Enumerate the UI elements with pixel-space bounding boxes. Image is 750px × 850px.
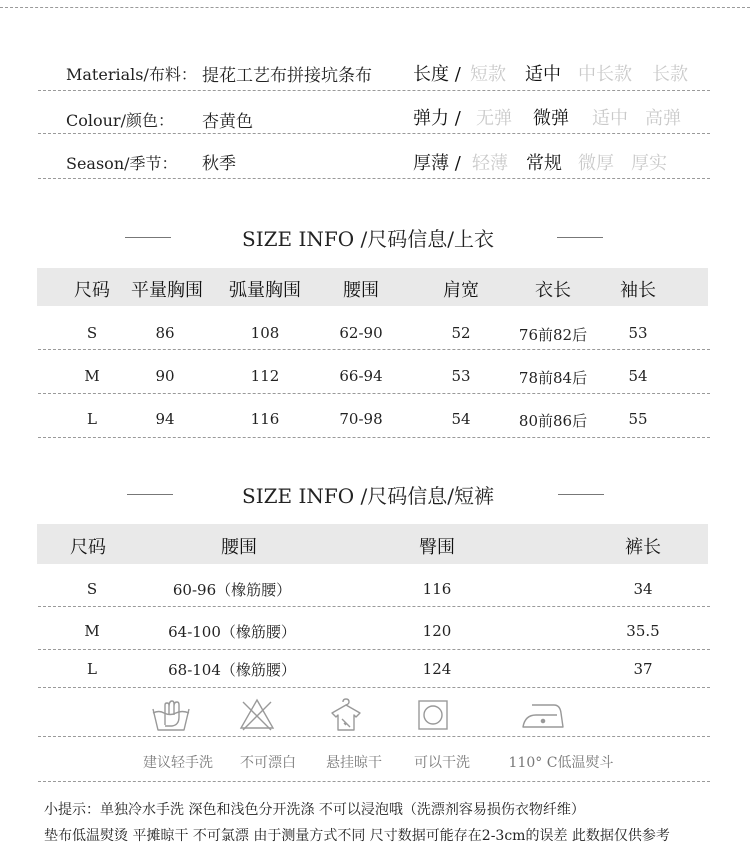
hang-dry-icon <box>326 697 366 733</box>
season-value: 秋季 <box>202 154 236 174</box>
divider <box>38 178 710 179</box>
row-divider <box>38 437 710 438</box>
cell: 94 <box>155 410 175 428</box>
cell: 124 <box>422 660 452 678</box>
top-header-sleeve: 袖长 <box>620 280 656 301</box>
care-label-hand-wash: 建议轻手洗 <box>143 755 213 771</box>
heading-rule-right <box>557 237 603 238</box>
top-divider <box>0 7 750 8</box>
thickness-option-selected: 常规 <box>526 153 562 174</box>
cell: S <box>86 580 98 598</box>
shorts-header-waist: 腰围 <box>221 537 257 558</box>
elasticity-option: 适中 <box>592 108 628 129</box>
cell: M <box>84 367 100 385</box>
cell: 116 <box>250 410 280 428</box>
heading-rule-left <box>127 494 173 495</box>
heading-rule-left <box>125 237 171 238</box>
elasticity-option: 无弹 <box>476 108 512 129</box>
cell: 80前86后 <box>518 412 588 430</box>
cell: 60-96（橡筋腰） <box>172 581 292 599</box>
divider <box>38 90 710 91</box>
row-divider <box>38 606 710 607</box>
cell: 116 <box>422 580 452 598</box>
cell: 64-100（橡筋腰） <box>168 623 296 641</box>
shorts-header-size: 尺码 <box>70 537 106 558</box>
cell: 70-98 <box>339 410 383 428</box>
cell: 34 <box>633 580 653 598</box>
shorts-size-heading: SIZE INFO /尺码信息/短裤 <box>242 484 494 508</box>
cell: 53 <box>451 367 471 385</box>
season-label: Season/季节： <box>66 154 178 173</box>
shorts-header-hip: 臀围 <box>419 537 455 558</box>
cell: 78前84后 <box>518 369 588 387</box>
length-option-selected: 适中 <box>525 64 561 85</box>
elasticity-option-selected: 微弹 <box>533 108 569 129</box>
care-label-iron-low: 110° C低温熨斗 <box>508 755 614 771</box>
divider <box>38 133 710 134</box>
row-divider <box>38 687 710 688</box>
top-header-arc-chest: 弧量胸围 <box>229 280 301 301</box>
care-label-dry-clean: 可以干洗 <box>414 755 470 771</box>
cell: 54 <box>451 410 471 428</box>
top-header-size: 尺码 <box>74 280 110 301</box>
hand-wash-icon <box>150 697 192 733</box>
thickness-option: 轻薄 <box>472 153 508 174</box>
tips-line-2: 垫布低温熨烫 平摊晾干 不可氯漂 由于测量方式不同 尺寸数据可能存在2-3cm的误差 此数据仅供参考 <box>44 828 670 844</box>
care-divider <box>38 736 710 737</box>
no-bleach-icon <box>238 697 276 731</box>
cell: L <box>87 410 97 428</box>
thickness-scale-title: 厚薄 / <box>413 153 461 174</box>
cell: 37 <box>633 660 653 678</box>
materials-value: 提花工艺布拼接坑条布 <box>202 66 372 86</box>
top-header-shoulder: 肩宽 <box>443 280 479 301</box>
cell: S <box>86 324 98 342</box>
heading-rule-right <box>558 494 604 495</box>
cell: 53 <box>628 324 648 342</box>
cell: 62-90 <box>339 324 383 342</box>
colour-value: 杏黄色 <box>202 112 253 132</box>
shorts-header-length: 裤长 <box>625 537 661 558</box>
cell: 112 <box>250 367 280 385</box>
cell: 90 <box>155 367 175 385</box>
cell: 68-104（橡筋腰） <box>168 661 296 679</box>
length-scale-title: 长度 / <box>413 64 461 85</box>
elasticity-option: 高弹 <box>645 108 681 129</box>
length-option: 长款 <box>652 64 688 85</box>
thickness-option: 微厚 <box>578 153 614 174</box>
elasticity-scale-title: 弹力 / <box>413 108 461 129</box>
shorts-size-header-row <box>37 524 708 564</box>
cell: 66-94 <box>339 367 383 385</box>
top-header-flat-chest: 平量胸围 <box>131 280 203 301</box>
cell: 55 <box>628 410 648 428</box>
care-divider <box>38 781 710 782</box>
dry-clean-icon <box>416 699 450 731</box>
row-divider <box>38 349 710 350</box>
iron-low-icon <box>520 701 566 731</box>
care-label-no-bleach: 不可漂白 <box>240 755 296 771</box>
materials-label: Materials/布料： <box>66 65 197 84</box>
cell: 108 <box>250 324 280 342</box>
colour-label: Colour/颜色： <box>66 111 174 130</box>
care-label-hang-dry: 悬挂晾干 <box>326 755 382 771</box>
top-size-heading: SIZE INFO /尺码信息/上衣 <box>242 227 494 251</box>
cell: 86 <box>155 324 175 342</box>
cell: 54 <box>628 367 648 385</box>
top-header-waist: 腰围 <box>343 280 379 301</box>
cell: 35.5 <box>626 622 660 640</box>
row-divider <box>38 393 710 394</box>
cell: 120 <box>422 622 452 640</box>
tips-line-1: 小提示：单独冷水手洗 深色和浅色分开洗涤 不可以浸泡哦（洗漂剂容易损伤衣物纤维） <box>44 802 585 818</box>
length-option: 中长款 <box>578 64 632 85</box>
length-option: 短款 <box>470 64 506 85</box>
cell: L <box>87 660 97 678</box>
thickness-option: 厚实 <box>631 153 667 174</box>
cell: 76前82后 <box>518 326 588 344</box>
cell: M <box>84 622 100 640</box>
row-divider <box>38 649 710 650</box>
top-header-length: 衣长 <box>535 280 571 301</box>
cell: 52 <box>451 324 471 342</box>
